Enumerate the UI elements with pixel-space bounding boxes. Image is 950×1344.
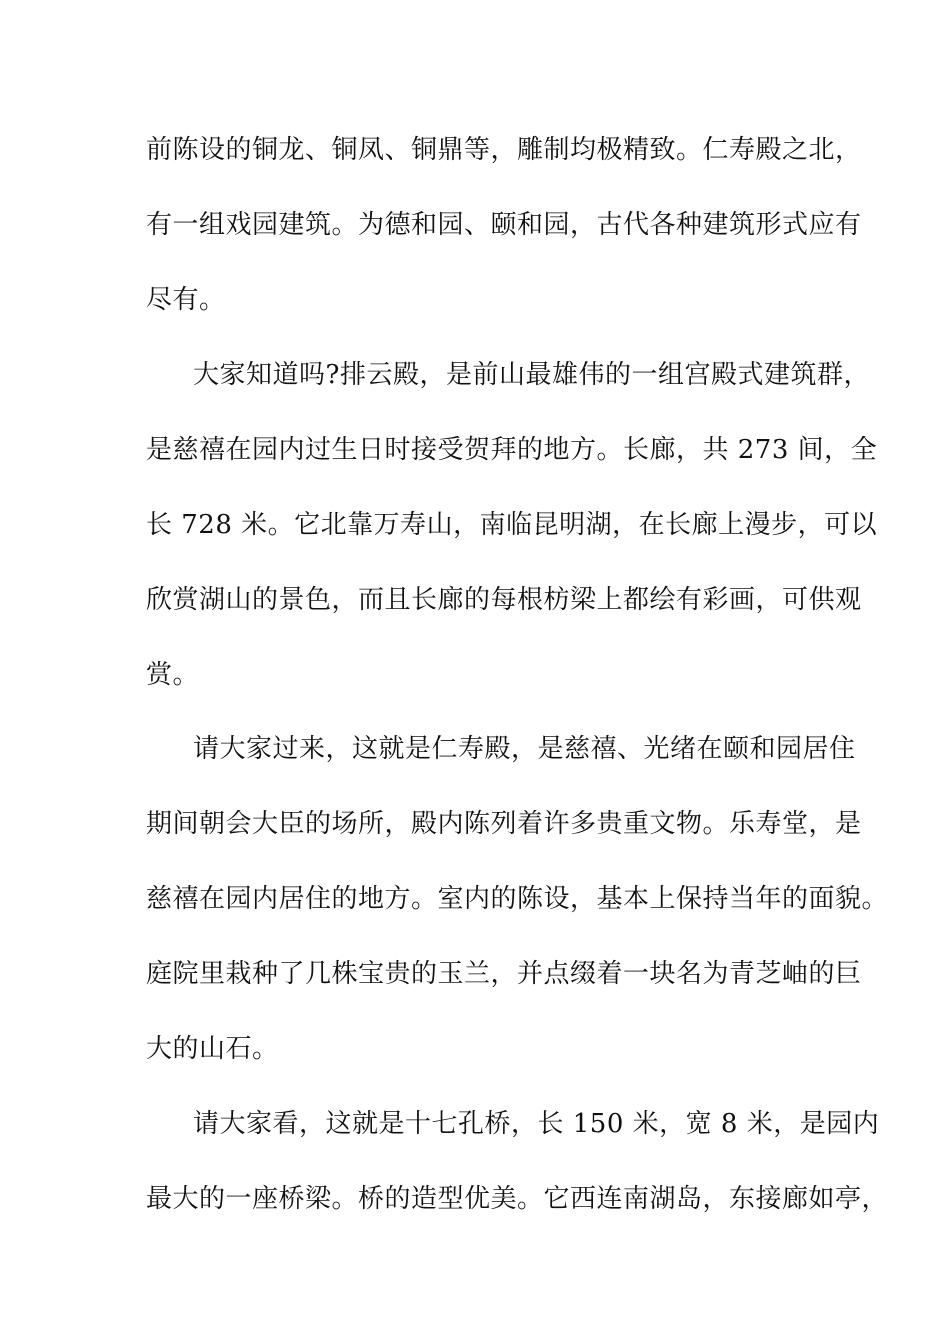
text-line: 庭院里栽种了几株宝贵的玉兰，并点缀着一块名为青芝岫的巨 (146, 959, 862, 989)
text-line: 有一组戏园建筑。为德和园、颐和园，古代各种建筑形式应有 (146, 210, 862, 240)
text-line: 是慈禧在园内过生日时接受贺拜的地方。长廊，共 273 间，全 (146, 435, 878, 465)
text-line: 期间朝会大臣的场所，殿内陈列着许多贵重文物。乐寿堂，是 (146, 809, 862, 839)
text-line: 大的山石。 (146, 1034, 279, 1064)
text-line: 赏。 (146, 660, 200, 690)
text-line: 最大的一座桥梁。桥的造型优美。它西连南湖岛，东接廊如亭， (146, 1184, 889, 1214)
text-line: 慈禧在园内居住的地方。室内的陈设，基本上保持当年的面貌。 (146, 884, 889, 914)
text-line: 尽有。 (146, 285, 226, 315)
text-line: 前陈设的铜龙、铜凤、铜鼎等，雕制均极精致。仁寿殿之北， (146, 135, 862, 165)
paragraph-first-line: 请大家看，这就是十七孔桥，长 150 米，宽 8 米，是园内 (193, 1109, 880, 1139)
text-line: 欣赏湖山的景色，而且长廊的每根枋梁上都绘有彩画，可供观 (146, 585, 862, 615)
paragraph-first-line: 请大家过来，这就是仁寿殿，是慈禧、光绪在颐和园居住 (193, 734, 856, 764)
paragraph-first-line: 大家知道吗?排云殿，是前山最雄伟的一组宫殿式建筑群， (193, 360, 870, 390)
text-line: 长 728 米。它北靠万寿山，南临昆明湖，在长廊上漫步，可以 (146, 510, 878, 540)
